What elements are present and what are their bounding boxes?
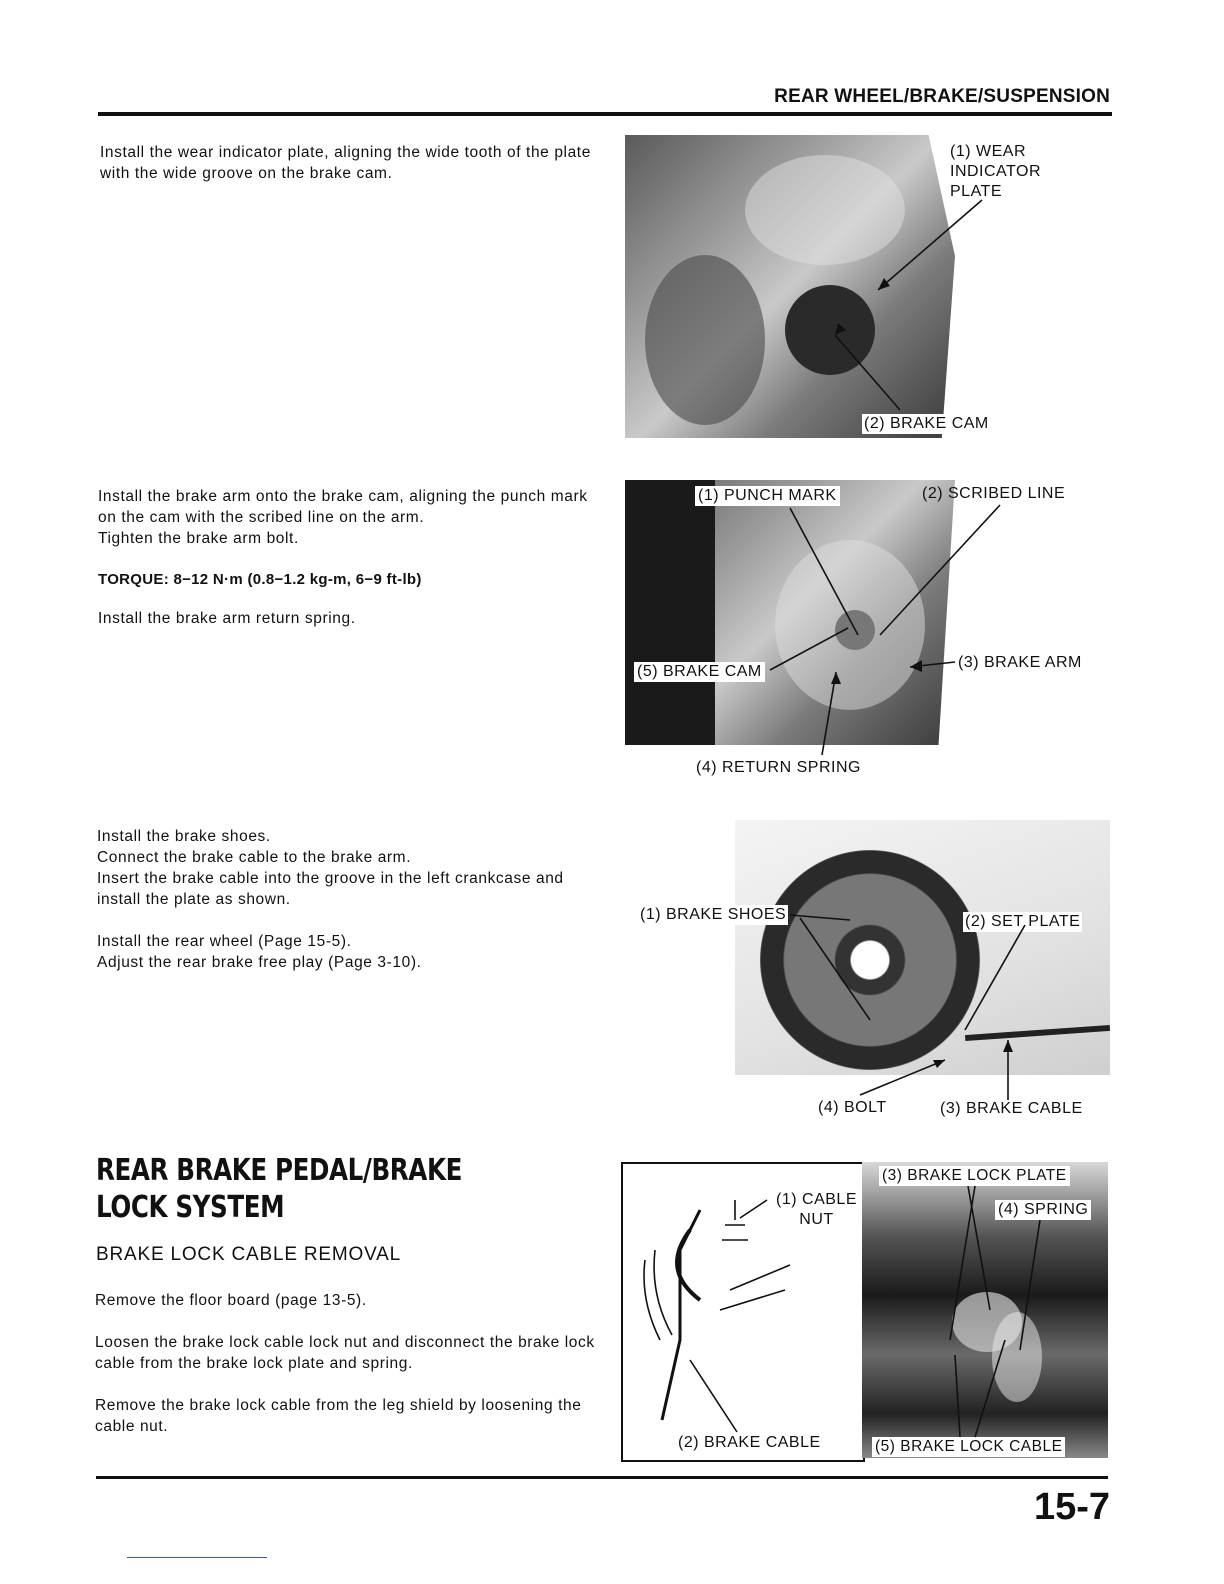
step1-instruction: Install the wear indicator plate, aligning the wide tooth of the plate with the wide groove on the brake cam. <box>100 144 591 182</box>
step3-line-2: Connect the brake cable to the brake arm. <box>97 849 412 866</box>
step2-instruction-2: Tighten the brake arm bolt. <box>98 530 299 547</box>
step3-line-5: Adjust the rear brake free play (Page 3-10). <box>97 954 422 971</box>
section-paragraph-2: Loosen the brake lock cable lock nut and disconnect the brake lock cable from the brake lock plate and spring. <box>95 1334 595 1372</box>
step3-line-4: Install the rear wheel (Page 15-5). <box>97 933 352 950</box>
callout-brake-cable-2: (2) BRAKE CABLE <box>678 1434 821 1451</box>
callout-spring: (4) SPRING <box>995 1200 1091 1220</box>
section-paragraph-3: Remove the brake lock cable from the leg shield by loosening the cable nut. <box>95 1397 582 1435</box>
section-header-title: REAR WHEEL/BRAKE/SUSPENSION <box>774 86 1110 107</box>
page-number: 15-7 <box>1033 1486 1110 1528</box>
subsection-title: BRAKE LOCK CABLE REMOVAL <box>96 1244 401 1265</box>
section-title: REAR BRAKE PEDAL/BRAKE LOCK SYSTEM <box>96 1153 462 1225</box>
callout-brake-cam-1: (2) BRAKE CAM <box>864 415 989 432</box>
callout-brake-lock-cable: (5) BRAKE LOCK CABLE <box>872 1437 1065 1457</box>
callout-set-plate: (2) SET PLATE <box>965 913 1081 930</box>
callout-return-spring: (4) RETURN SPRING <box>696 759 861 776</box>
step2-instruction-3: Install the brake arm return spring. <box>98 610 356 627</box>
callout-punch-mark: (1) PUNCH MARK <box>695 486 840 506</box>
callout-brake-lock-plate: (3) BRAKE LOCK PLATE <box>879 1166 1070 1186</box>
callout-scribed-line: (2) SCRIBED LINE <box>922 485 1066 502</box>
section-paragraph-1: Remove the floor board (page 13-5). <box>95 1292 367 1309</box>
step3-line-3: Insert the brake cable into the groove in the left crankcase and install the plate as shown. <box>97 870 564 908</box>
footer-rule <box>96 1476 1108 1479</box>
step2-instruction: Install the brake arm onto the brake cam, aligning the punch mark on the cam with the scribed line on the arm. <box>98 488 588 526</box>
step3-line-1: Install the brake shoes. <box>97 828 271 845</box>
callout-brake-cam-5: (5) BRAKE CAM <box>634 662 765 682</box>
callout-brake-cable-3: (3) BRAKE CABLE <box>940 1100 1083 1117</box>
link-underline <box>127 1557 267 1558</box>
torque-spec: TORQUE: 8−12 N·m (0.8−1.2 kg-m, 6−9 ft-lb) <box>98 571 422 588</box>
callout-bolt: (4) BOLT <box>818 1099 887 1116</box>
callout-wear-indicator-plate: (1) WEAR INDICATOR PLATE <box>950 143 1042 200</box>
callout-cable-nut: (1) CABLE NUT <box>776 1191 857 1228</box>
callout-brake-shoes: (1) BRAKE SHOES <box>640 906 787 923</box>
callout-brake-arm: (3) BRAKE ARM <box>958 654 1082 671</box>
